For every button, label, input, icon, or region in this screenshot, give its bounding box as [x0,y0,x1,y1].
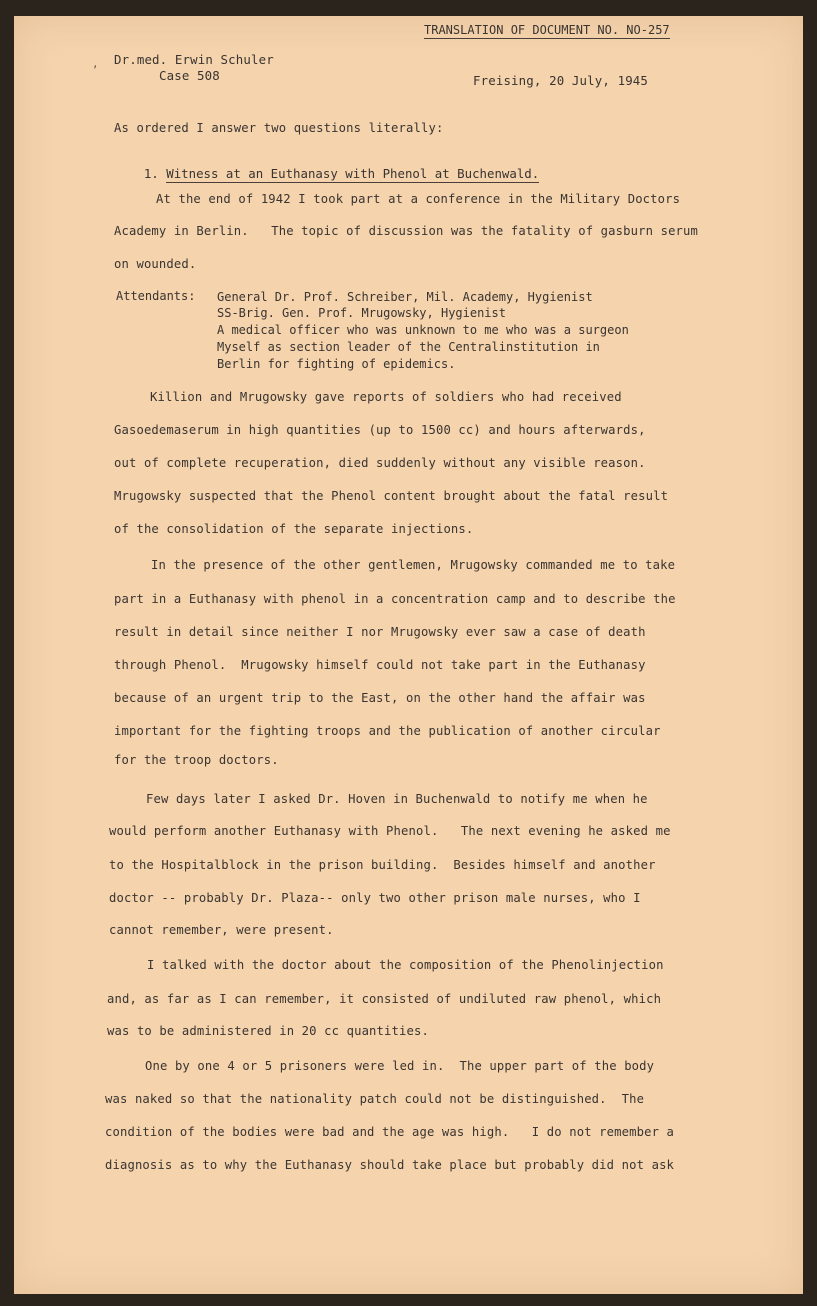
para5-line-3: was to be administered in 20 cc quantities. [107,1024,429,1038]
para5-line-2: and, as far as I can remember, it consisted of undiluted raw phenol, which [107,992,662,1006]
para3-line-4: through Phenol. Mrugowsky himself could not take part in the Euthanasy [114,658,646,672]
para6-line-3: condition of the bodies were bad and the age was high. I do not remember a [105,1125,675,1139]
para4-line-4: doctor -- probably Dr. Plaza-- only two other prison male nurses, who I [109,891,641,905]
document-page [14,16,803,1294]
para2-line-4: Mrugowsky suspected that the Phenol content brought about the fatal result [114,489,669,503]
attendants-label: Attendants: [116,289,196,303]
document-title: TRANSLATION OF DOCUMENT NO. NO-257 [424,23,670,37]
para2-line-2: Gasoedemaserum in high quantities (up to 1500 cc) and hours afterwards, [114,423,646,437]
para2-line-5: of the consolidation of the separate injections. [114,522,474,536]
para4-line-5: cannot remember, were present. [109,923,334,937]
attendant-item: General Dr. Prof. Schreiber, Mil. Academy, Hygienist [217,290,593,304]
case-number: Case 508 [159,68,220,83]
para3-line-1: In the presence of the other gentlemen, Mrugowsky commanded me to take [151,558,676,572]
place-date: Freising, 20 July, 1945 [473,73,649,88]
section-number: 1. [143,166,159,181]
para3-line-2: part in a Euthanasy with phenol in a concentration camp and to describe the [114,592,676,606]
para3-line-7: for the troop doctors. [114,753,279,767]
attendant-item: Berlin for fighting of epidemics. [217,357,456,371]
para3-line-3: result in detail since neither I nor Mrugowsky ever saw a case of death [114,625,646,639]
attendant-item: SS-Brig. Gen. Prof. Mrugowsky, Hygienist [217,306,506,320]
para6-line-2: was naked so that the nationality patch could not be distinguished. The [105,1092,645,1106]
para2-line-1: Killion and Mrugowsky gave reports of soldiers who had received [150,390,622,404]
section-heading [114,151,539,196]
section-title: Witness at an Euthanasy with Phenol at Buchenwald. [166,166,540,181]
para1-line-3: on wounded. [114,257,197,271]
para3-line-6: important for the fighting troops and the publication of another circular [114,724,661,738]
para4-line-1: Few days later I asked Dr. Hoven in Buchenwald to notify me when he [146,792,648,806]
para5-line-1: I talked with the doctor about the composition of the Phenolinjection [147,958,664,972]
para1-line-2: Academy in Berlin. The topic of discussion was the fatality of gasburn serum [114,224,699,238]
para4-line-3: to the Hospitalblock in the prison building. Besides himself and another [109,858,656,872]
margin-mark: , [92,57,99,70]
para2-line-3: out of complete recuperation, died suddenly without any visible reason. [114,456,646,470]
attendant-item: Myself as section leader of the Centralinstitution in [217,340,600,354]
attendant-item: A medical officer who was unknown to me who was a surgeon [217,323,629,337]
para6-line-4: diagnosis as to why the Euthanasy should take place but probably did not ask [105,1158,675,1172]
author-name: Dr.med. Erwin Schuler [114,52,274,67]
para4-line-2: would perform another Euthanasy with Phenol. The next evening he asked me [109,824,671,838]
para3-line-5: because of an urgent trip to the East, on the other hand the affair was [114,691,646,705]
para1-line-1: At the end of 1942 I took part at a conference in the Military Doctors [156,192,681,206]
intro-line: As ordered I answer two questions literally: [114,121,444,135]
para6-line-1: One by one 4 or 5 prisoners were led in. The upper part of the body [145,1059,655,1073]
